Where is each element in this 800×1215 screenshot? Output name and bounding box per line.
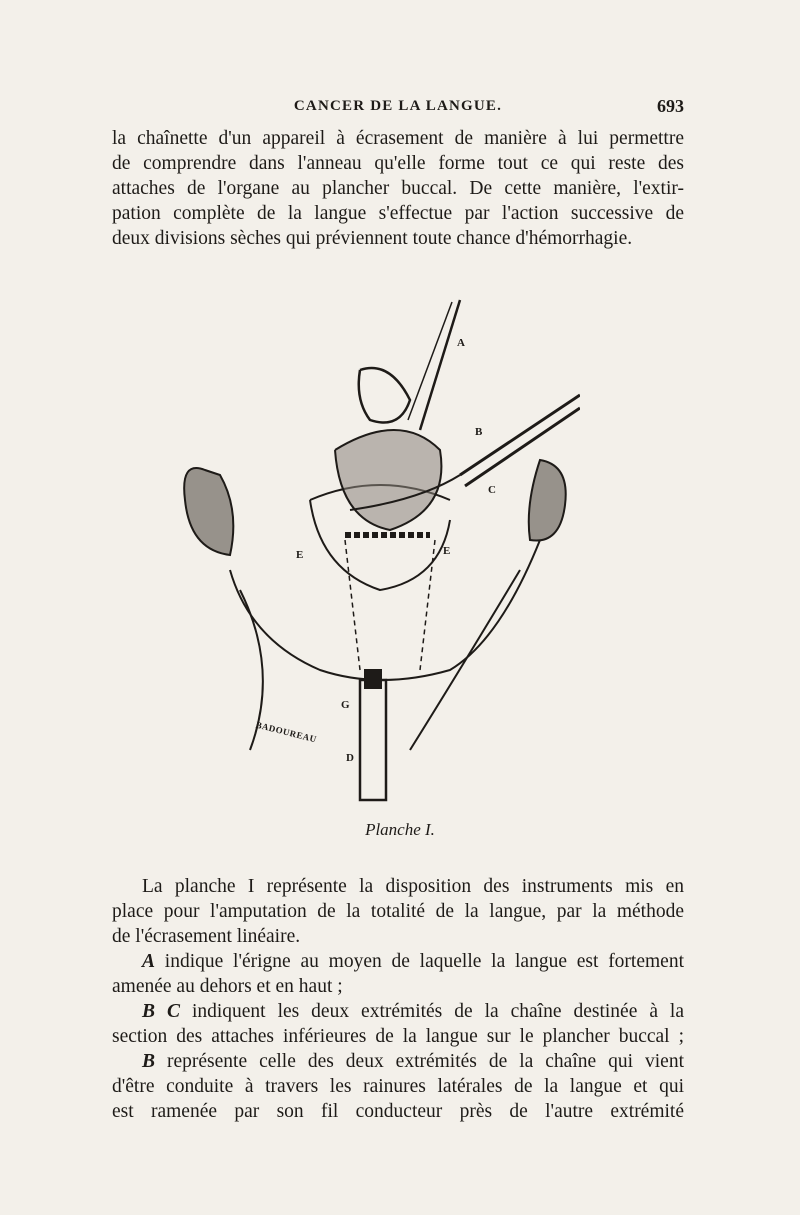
text-line: de l'écrasement linéaire. bbox=[112, 926, 301, 947]
figure-caption: Planche I. bbox=[365, 820, 435, 839]
legend-paragraph bbox=[112, 874, 684, 1124]
running-head bbox=[112, 98, 684, 120]
label-c: C bbox=[488, 484, 496, 496]
surgical-illustration bbox=[160, 290, 580, 810]
label-g: G bbox=[341, 699, 350, 711]
text-line: La planche I représente la disposition des instruments mis en bbox=[142, 876, 684, 897]
left-ear bbox=[184, 468, 233, 555]
text-line: deux divisions sèches qui préviennent toute chance d'hémorrhagie. bbox=[112, 228, 633, 249]
intro-paragraph bbox=[112, 126, 684, 251]
text-line: la chaînette d'un appareil à écrasement de manière à lui permettre bbox=[112, 128, 684, 149]
text-line: est ramenée par son fil conducteur près de l'autre extrémité bbox=[112, 1101, 684, 1122]
legend-text: indique l'érigne au moyen de laquelle la langue est fortement bbox=[155, 951, 684, 972]
legend-letter: A bbox=[142, 951, 156, 972]
hook-a bbox=[420, 300, 460, 430]
text-line bbox=[112, 949, 684, 974]
legend-letter: B bbox=[142, 1051, 156, 1072]
tongue bbox=[335, 430, 441, 530]
instrument-g bbox=[365, 670, 381, 688]
right-ear bbox=[529, 460, 566, 541]
running-title: CANCER DE LA LANGUE. bbox=[293, 98, 503, 114]
right-neck-edge bbox=[410, 570, 520, 750]
text-line: amenée au dehors et en haut ; bbox=[112, 976, 343, 997]
text-line bbox=[112, 1049, 684, 1074]
artist-signature: BADOUREAU bbox=[254, 719, 318, 745]
legend-text: indiquent les deux extrémités de la chaîne destinée à la bbox=[179, 1001, 685, 1022]
label-a: A bbox=[457, 337, 465, 349]
text-line bbox=[112, 999, 684, 1024]
text-line: section des attaches inférieures de la langue sur le plancher buccal ; bbox=[112, 1026, 684, 1047]
instrument-d bbox=[360, 680, 386, 800]
legend-letter: B C bbox=[142, 1001, 180, 1022]
incision-lines bbox=[345, 540, 435, 670]
page-number: 693 bbox=[657, 96, 684, 116]
text-line: pation complète de la langue s'effectue par l'action successive de bbox=[112, 203, 684, 224]
nose bbox=[359, 368, 410, 423]
text-line: de comprendre dans l'anneau qu'elle forme tout ce qui reste des bbox=[112, 153, 684, 174]
legend-text: représente celle des deux extrémités de la chaîne qui vient bbox=[155, 1051, 684, 1072]
label-d: D bbox=[346, 752, 354, 764]
text-line: place pour l'amputation de la totalité de la langue, par la méthode bbox=[112, 901, 684, 922]
neck-outline bbox=[230, 540, 540, 680]
label-e-right: E bbox=[443, 545, 451, 557]
text-line: attaches de l'organe au plancher buccal. De cette manière, l'extir- bbox=[112, 178, 684, 199]
text-line: d'être conduite à travers les rainures latérales de la langue et qui bbox=[112, 1076, 684, 1097]
label-e-left: E bbox=[296, 549, 304, 561]
label-b: B bbox=[475, 426, 483, 438]
